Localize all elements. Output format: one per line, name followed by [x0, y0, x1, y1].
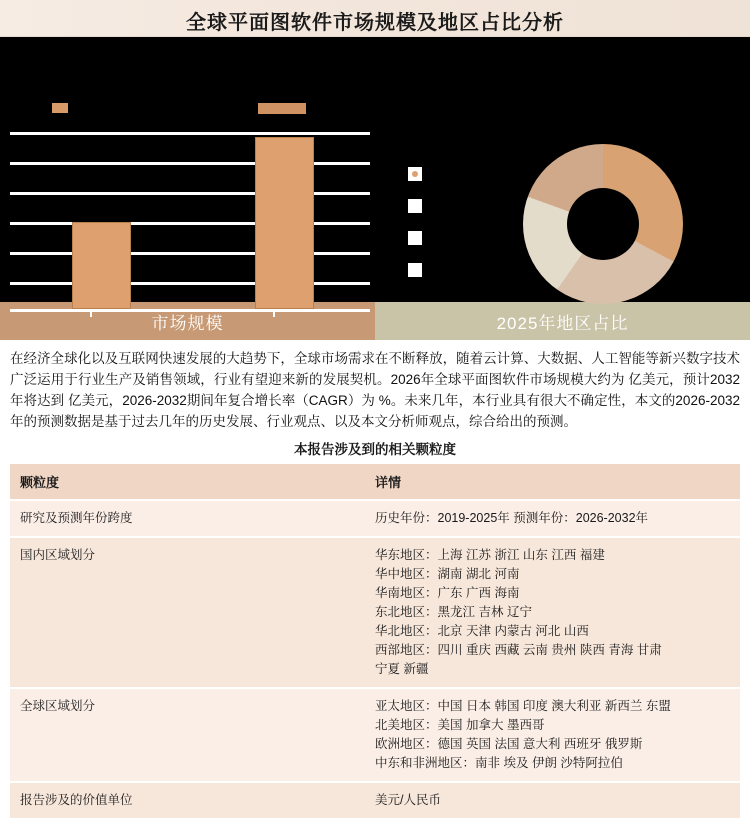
charts-panel — [0, 37, 750, 302]
tab-market-size[interactable]: 市场规模 — [0, 302, 375, 340]
detail-line: 宁夏 新疆 — [375, 662, 429, 676]
detail-line: 华北地区：北京 天津 内蒙古 河北 山西 — [375, 624, 589, 638]
pie-legend-item-3 — [408, 231, 422, 245]
x-axis-tick-1 — [90, 312, 92, 317]
table-row — [10, 500, 740, 537]
bar-chart-x-axis — [10, 309, 370, 312]
detail-line: 亚太地区：中国 日本 韩国 印度 澳大利亚 新西兰 东盟 — [375, 699, 671, 713]
granularity-table — [10, 464, 740, 820]
detail-line: 中东和非洲地区：南非 埃及 伊朗 沙特阿拉伯 — [375, 756, 623, 770]
section-title: 本报告涉及到的相关颗粒度 — [294, 442, 456, 457]
row-detail — [365, 782, 740, 819]
bar-chart-bars — [10, 132, 370, 314]
column-header-granularity: 颗粒度 — [10, 464, 365, 500]
pie-legend-item-4 — [408, 263, 422, 277]
table-row — [10, 782, 740, 819]
intro-paragraph: 在经济全球化以及互联网快速发展的大趋势下，全球市场需求在不断释放，随着云计算、大数据、人工智能等新兴数字技术广泛运用于行业生产及销售领域，行业有望迎来新的发展契机。2026年全球平面图软件市场规模大约为 亿美元，预计2032年将达到 亿美元，2026-2032期间年复合增长率（CAGR）为 %。未来几年，本行业具有很大不确定性，本文的2026-2032年的预测数据是基于过去几年的历史发展、行业观点、以及本文分析师观点，综合给出的预测。 — [10, 351, 740, 429]
page-header — [0, 0, 750, 37]
tab-region-share[interactable]: 2025年地区占比 — [375, 302, 750, 340]
detail-line: 华中地区：湖南 湖北 河南 — [375, 567, 520, 581]
row-detail — [365, 688, 740, 782]
detail-line: 华东地区：上海 江苏 浙江 山东 江西 福建 — [375, 548, 605, 562]
detail-line: 美元/人民币 — [375, 793, 441, 807]
detail-line: 历史年份：2019-2025年 预测年份：2026-2032年 — [375, 511, 649, 525]
row-label: 报告涉及的价值单位 — [10, 782, 365, 819]
row-detail — [365, 537, 740, 688]
detail-line: 欧洲地区：德国 英国 法国 意大利 西班牙 俄罗斯 — [375, 737, 643, 751]
donut-hole — [567, 188, 639, 260]
pie-chart-donut — [523, 144, 683, 304]
detail-line: 东北地区：黑龙江 吉林 辽宁 — [375, 605, 532, 619]
detail-line: 西部地区：四川 重庆 西藏 云南 贵州 陕西 青海 甘肃 — [375, 643, 662, 657]
legend-swatch-series-2 — [258, 103, 306, 114]
table-header-row — [10, 464, 740, 500]
x-axis-tick-2 — [273, 312, 275, 317]
bar-chart — [0, 37, 400, 302]
table-row — [10, 537, 740, 688]
bar-chart-legend — [0, 99, 400, 117]
bar-category-2 — [255, 137, 314, 309]
legend-swatch-series-1 — [52, 103, 68, 113]
row-label: 全球区域划分 — [10, 688, 365, 782]
pie-legend-item-1 — [408, 167, 422, 181]
column-header-detail: 详情 — [365, 464, 740, 500]
row-label: 国内区域划分 — [10, 537, 365, 688]
row-detail — [365, 500, 740, 537]
pie-legend-item-2 — [408, 199, 422, 213]
detail-line: 北美地区：美国 加拿大 墨西哥 — [375, 718, 545, 732]
table-row — [10, 688, 740, 782]
page-title: 全球平面图软件市场规模及地区占比分析 — [186, 12, 564, 34]
row-label: 研究及预测年份跨度 — [10, 500, 365, 537]
bar-category-1 — [72, 222, 131, 309]
pie-chart-legend — [408, 167, 422, 287]
detail-line: 华南地区：广东 广西 海南 — [375, 586, 520, 600]
